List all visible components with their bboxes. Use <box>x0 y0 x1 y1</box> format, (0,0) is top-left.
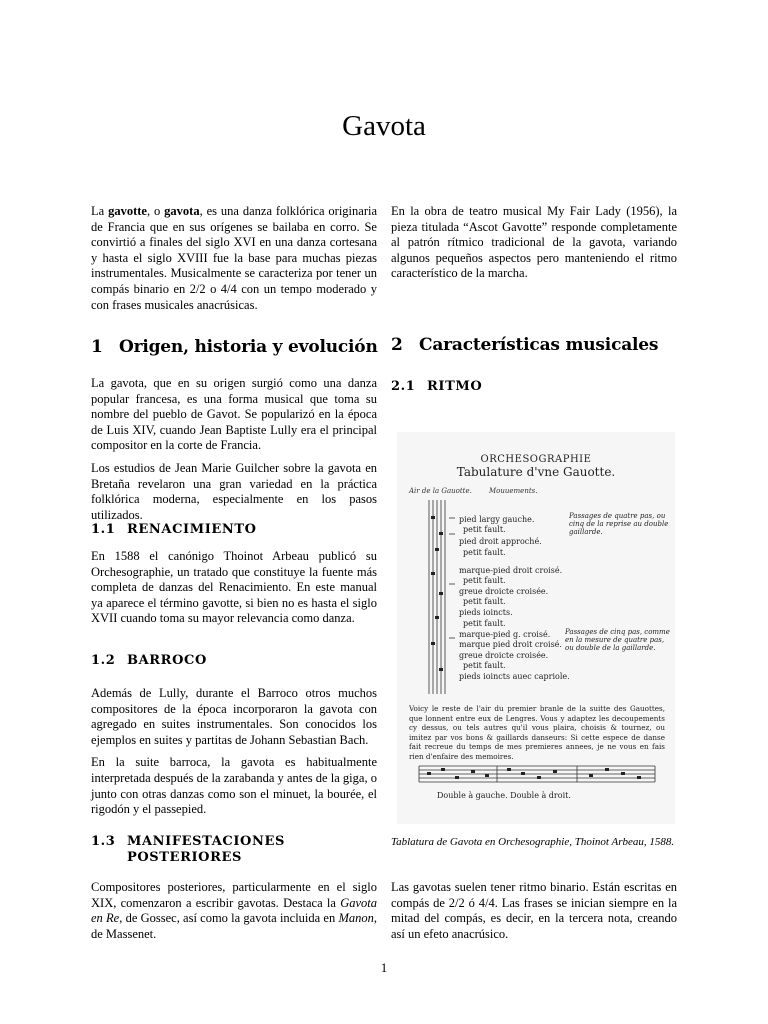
figure-caption: Tablatura de Gavota en Orchesographie, Thoinot Arbeau, 1588. <box>391 836 675 848</box>
step-6: petit fault. <box>463 576 506 585</box>
step-3: pied droit approché. <box>459 537 542 546</box>
step-15: pieds ioincts auec capriole. <box>459 672 570 681</box>
figure-note-1: Passages de quatre pas, ou cinq de la reprise au double gaillarde. <box>569 512 669 536</box>
section-2-1-paragraph: Las gavotas suelen tener ritmo binario. Están escritas en compás de 2/2 ó 4/4. Las frases se inician siempre en la mitad del compás, es decir, en la tercera nota, creando así un efeto anacrúsico. <box>391 880 677 941</box>
step-1: pied largy gauche. <box>459 515 535 524</box>
step-2: petit fault. <box>463 525 506 534</box>
section-2-1-heading: 2.1 RITMO <box>391 379 483 394</box>
figure-body-text: Voicy le reste de l'air du premier branle de la suitte des Gauottes, que lonnent entre eux de Lengres. Vous y adaptez les decoupements cy dessus, ou tels autres qu'il vous plaira, choisis & tournez, ou imitez par vos bons & gaillards danseurs: Si cette espece de danse fait recreue du temps de mes premieres annees, je ne vous en fais rien d'enfaire des memoires. <box>409 704 665 761</box>
term-gavotte: gavotte <box>108 204 147 218</box>
section-1-3-heading: 1.3 MANIFESTACIONES POSTERIORES <box>91 834 285 865</box>
my-fair-lady-paragraph: En la obra de teatro musical My Fair Lady (1956), la pieza titulada “Ascot Gavotte” responde completamente al patrón rítmico tradicional de la gavota, variando algunos pequeños aspectos pero manteniendo el ritmo característico de la marcha. <box>391 204 677 281</box>
page-number: 1 <box>380 960 388 975</box>
section-2-1-body <box>391 880 677 942</box>
step-13: greue droicte croisée. <box>459 651 549 660</box>
section-1-paragraph-1: La gavota, que en su origen surgió como una danza popular francesa, es una forma musical que toma su nombre del pueblo de Gavot. Se popularizó en la época de Luis XIV, cuando Jean Baptiste Lully era el principal compositor en la corte de Francia. <box>91 376 377 453</box>
step-7: greue droicte croisée. <box>459 587 549 596</box>
step-11: marque-pied g. croisé. <box>459 630 551 639</box>
figure-subheading: Tabulature d'vne Gauotte. <box>456 465 616 479</box>
section-1-3-paragraph: Compositores posteriores, particularmente en el siglo XIX, comenzaron a escribir gavotas. Destaca la Gavota en Re, de Gossec, así como la gavota incluida en Manon, de Massenet. <box>91 880 378 941</box>
step-10: petit fault. <box>463 619 506 628</box>
page-title: Gavota <box>342 110 426 142</box>
intro-paragraph: La gavotte, o gavota, es una danza folklórica originaria de Francia que en sus orígenes se bailaba en corro. Se convirtió a finales del siglo XVI en una danza cortesana y hasta el siglo XVIII fue la base para muchas piezas instrumentales. Musicalmente se caracteriza por tener un compás binario en 2/2 o 4/4 con un tempo moderado y con frases musicales anacrúsicas. <box>91 204 377 312</box>
step-12: marque pied droit croisé. <box>459 640 562 649</box>
section-1-1-body <box>91 549 377 627</box>
orchesographie-figure <box>397 432 675 824</box>
section-1-3-body <box>91 880 377 942</box>
section-1-heading: 1 Origen, historia y evolución <box>91 337 378 357</box>
figure-heading: ORCHESOGRAPHIE <box>480 454 592 465</box>
step-4: petit fault. <box>463 548 506 557</box>
section-1-2-paragraph-2: En la suite barroca, la gavota es habitualmente interpretada después de la zarabanda y antes de la giga, o junto con otras danzas como son el minuet, la bourée, el rigodón y el passepied. <box>91 755 377 817</box>
figure-bottom-label: Double à gauche. Double à droit. <box>437 791 571 800</box>
intro-left <box>91 204 377 313</box>
figure-note-2: Passages de cinq pas, comme en la mesure de quatre pas, ou double de la gaillarde. <box>565 628 670 652</box>
section-1-2-body <box>91 686 377 818</box>
tablature-scan <box>397 432 675 824</box>
section-1-2-paragraph-1: Además de Lully, durante el Barroco otros muchos compositores de la época incorporaron la gavota con agregado en suites instrumentales. Son conocidos los ejemplos en suites y partitas de Johann Sebastian Bach. <box>91 686 377 747</box>
term-gavota: gavota <box>164 204 200 218</box>
step-14: petit fault. <box>463 661 506 670</box>
section-1-1-heading: 1.1 RENACIMIENTO <box>91 522 257 537</box>
step-8: petit fault. <box>463 597 506 606</box>
figure-mouvements-label: Mouuements. <box>489 487 538 495</box>
section-1-1-paragraph: En 1588 el canónigo Thoinot Arbeau publicó su Orchesographie, un tratado que constituye la fuente más completa de danzas del Renacimiento. En este manual ya aparece el término gavotte, si bien no es hasta el siglo XVII cuando toma su mayor relevancia como danza. <box>91 549 377 626</box>
section-1-body <box>91 376 377 523</box>
figure-air-label: Air de la Gauotte. <box>409 487 472 495</box>
section-2-heading: 2 Características musicales <box>391 335 659 355</box>
section-1-2-heading: 1.2 BARROCO <box>91 653 207 668</box>
section-1-paragraph-2: Los estudios de Jean Marie Guilcher sobre la gavota en Bretaña revelaron una gran variedad en la práctica folklórica moderna, especialmente en los pasos utilizados. <box>91 460 377 522</box>
intro-right <box>391 204 677 282</box>
step-9: pieds ioincts. <box>459 608 513 617</box>
step-5: marque-pied droit croisé. <box>459 566 563 575</box>
